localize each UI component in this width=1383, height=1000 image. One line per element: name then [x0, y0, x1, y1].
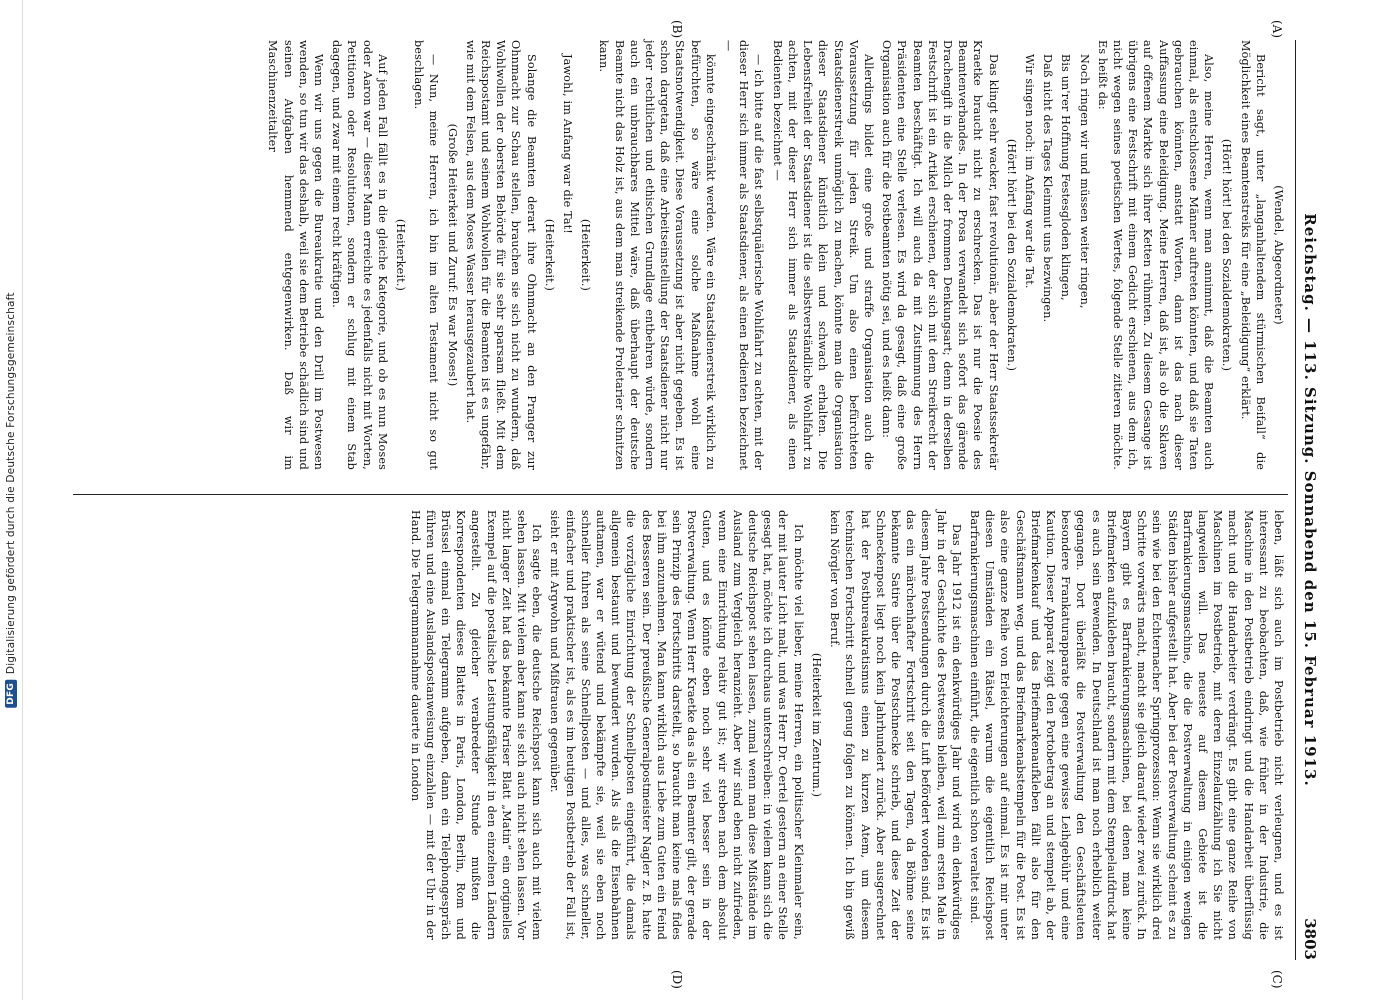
paragraph: Das klingt sehr wacker, fast revolutionär, aber der Herr Staatssekretär Kraetke braucht nicht zu erschrecken. Das ist nur die Poesie des Beamtenverbandes. In der Prosa verwandelt sich sofort das gärende Drachengift in die Milch der frommen Denkungsart; denn in derselben Festschrift ist ein Artikel erschienen, der sich mit dem Streikrecht der Beamten beschäftigt. Ich will auch da mit Zustimmung des Herrn Präsidenten eine Stelle verlesen. Es wird da gesagt, daß eine große Organisation auch für die Postbeamten nötig sei, und es heißt dann: [880, 40, 1000, 470]
margin-marker-b: (B) [670, 20, 684, 39]
margin-marker-c: (C) [1270, 970, 1284, 989]
page-number: 3803 [1301, 918, 1319, 960]
paragraph: Ich sagte eben, die deutsche Reichspost kann sich auch mit vielem sehen lassen. Mit vielem aber kann sie sich auch nicht sehen lassen. Vor nicht langer Zeit hat das bekannte Pariser Blatt „Matin“ ein originelles Exempel auf die postalische Leistungsfähigkeit in den einzelnen Ländern angestellt. Zu gleicher verabredeter Stunde mußten die Korrespondenten dieses Blattes in Paris, London, Berlin, Rom und Brüssel einmal ein Telegramm aufgeben, dann ein Telephongespräch führen und eine Auslandspostanweisung einzahlen — mit der Uhr in der Hand. Die Telegrammannahme dauerte in London [408, 510, 544, 940]
paragraph: (Heiterkeit.) [579, 218, 593, 292]
margin-marker-d: (D) [670, 970, 684, 989]
paragraph: Daß nicht des Tages Kleinmut uns bezwingen. [1041, 54, 1055, 323]
paragraph: Solange die Beamten derart ihre Ohnmacht an den Pranger zur Ohnmacht zur Schau stellen, brauchen sie sich nicht zu wundern, daß Wohlwollen der obersten Behörde für sie sehr sparsam fließt. Mit dem Reichspostamt und seinem Wohlwollen für die Beamten ist es ungefähr, wie mit dem Felsen, aus dem Moses Wasser herausgezaubert hat. [463, 40, 538, 470]
paragraph: Bericht sagt, unter „langanhaltendem stürmischen Beifall“ die Möglichkeit eines Beamtenstreiks für eine „Beleidigung“ erklärt. [1238, 40, 1267, 470]
paragraph: Also, meine Herren, wenn man annimmt, daß die Beamten auch einmal, als entschlossene Männer auftreten könnten, und daß sie Taten gebrauchen könnten, anstatt Worten, dann ist das nach dieser Auffassung eine Beleidigung. Meine Herren, daß ist, als ob die Sklaven auf offenem Markte sich ihrer Ketten rühmten. Zu diesem Gesange ist übrigens eine Festschrift mit einem Gedicht erschienen, aus dem ich, nicht wegen seines poetischen Wertes, folgende Stelle zitieren möchte. Es heißt da: [1095, 40, 1216, 470]
paragraph: (Hört! hört! bei den Sozialdemokraten.) [1004, 138, 1018, 372]
paragraph: — Nun, meine Herren, ich bin im alten Testament nicht so gut beschlagen. [412, 40, 441, 470]
paragraph: Wir singen noch: im Anfang war die Tat. [1022, 54, 1036, 289]
dfg-logo: DFG [5, 680, 17, 708]
paragraph: Wenn wir uns gegen die Bureaukratie und den Drill im Postwesen wenden, so tun wir das deshalb, weil sie dem Betriebe schädlich sind und seinen Aufgaben hemmend entgegenwirken. Daß wir im Maschinenzeitalter [266, 40, 326, 470]
left-column [76, 40, 1286, 470]
paragraph: Bis un'rer Hoffnung Festesgloden klingen, [1059, 54, 1073, 301]
header-title: Reichstag. — 113. Sitzung. Sonnabend den 15. Februar 1913. [1301, 213, 1319, 787]
scanned-page [64, 20, 1324, 989]
digitization-credit [0, 0, 23, 1000]
paragraph: Noch ringen wir und müssen weiter ringen, [1077, 54, 1091, 309]
paragraph: Jawohl, im Anfang war die Tat! [561, 54, 575, 234]
paragraph: (Heiterkeit.) [542, 218, 556, 292]
paragraph: — ich bitte auf die fast selbstquälerische Wohlfahrt zu achten, mit der dieser Herr sich immer als Staatsdiener, als einen Bedienten bezeichnet — [722, 40, 766, 470]
paragraph: (Heiterkeit.) [394, 218, 408, 292]
column-divider [73, 494, 1288, 495]
paragraph: Ich möchte viel lieber, meine Herren, ein politischer Kleinmaler sein, der mit lauter Licht malt, und was Herr Dr. Oertel gestern an einer Stelle gesagt hat, möchte ich durchaus unterschreiben: in vielem kann sich die deutsche Reichspost sehen lassen, zumal wenn man diese Mißstände im Ausland zum Vergleich heranzieht. Aber wir sind eben nicht zufrieden, wenn eine Einrichtung relativ gut ist; wir streben nach dem absolut Guten, und es könnte eben noch sehr viel besser sein in der Postverwaltung. Wenn Herr Kraetke das als ein Beamter gilt, der gerade sein Prinzip des Fortschritts darstellt, so braucht man keine mals fides bei ihm anzunehmen. Man kann wirklich aus Liebe zum Guten ein Feind des Besseren sein. Der preußische Generalpostmeister Nagler z. B. hatte die vorzügliche Einrichtung der Schnellposten eingeführt, die damals allgemein bestaunt und bewundert wurden. Als als die Eisenbahnen auftamen, war er wütend und bekämpfte sie, weil sie eben noch schneller fuhren als seine Schnellposten — und alles, was schneller, einfacher und praktischer ist, als es im heutigen Postbetrieb der Fall ist, sieht er mit Argwohn und Mißtrauen gegenüber. [548, 510, 805, 940]
paragraph: (Hört! hört! bei den Sozialdemokraten.) [1220, 138, 1234, 372]
document-page [64, 20, 1324, 989]
paragraph: (Heiterkeit im Zentrum.) [809, 652, 823, 798]
paragraph: leben, läßt sich auch im Postbetrieb nicht verleugnen, und es ist interessant zu beobachten, daß, wie früher in der Industrie, die Maschine in den Postbetrieb eindringt und die Handarbeit überflüssig macht und die Handarbeiter verdrängt. Es gibt eine ganze Reihe von Maschinen im Postbetrieb, mit deren Einzelaufzählung ich Sie nicht langweilen will. Das neueste auf diesem Gebiete ist die Barfrankierungsmaschine, die die Postverwaltung in einigen wenigen Städten bisher aufgestellt hat. Aber bei der Postverwaltung scheint es zu sein wie bei den Echternacher Springprozession: Wenn sie wirklich drei Schritte vorwärts macht, macht sie gleich darauf wieder zwei zurück. In Bayern gibt es Barfrankierungsmaschinen, bei denen man keine Briefmarken aufzukleben braucht, sondern mit dem Stempelaufdruck hat es auch sein Bewenden. In Deutschland ist man noch erheblich weiter gegangen. Dort überläßt die Postverwaltung den Geschäftsleuten besondere Frankaturapparate gegen eine gewisse Leihgebühr und eine Kaution. Dieser Apparat zeigt den Portobetrag an und stempelt ab, der Briefmarkenkauf und das Briefmarkenaufkleben fällt also für den Geschäftsmann weg, und das Briefmarkenabstempeln für die Post. Es ist also eine ganze Reihe von Erleichterungen auf einmal. Es ist mir unter diesen Umständen ein Rätsel, warum die eigentlich Reichspost Barfrankierungsmaschinen einführt, die eigentlich schon veraltet sind. [967, 510, 1285, 940]
paragraph: (Große Heiterkeit und Zuruf: Es war Moses!) [445, 123, 459, 387]
right-column [76, 510, 1286, 940]
page-header [1295, 40, 1324, 960]
paragraph: (Wendel, Abgeordneter) [1272, 185, 1285, 325]
credit-text: Digitalisierung gefördert durch die Deutsche Forschungsgemeinschaft [5, 292, 17, 675]
paragraph: Auf jeden Fall fällt es in die gleiche Kategorie, und ob es nun Moses oder Aaron war — dieser Mann erreichte es jedenfalls nicht mit Worten, Petitionen oder Resolutionen, sondern er schlug mit einem Stab dagegen, und zwar mit einem recht kräftigen. [330, 40, 389, 470]
paragraph: Allerdings bildet eine große und straffe Organisation auch die Voraussetzung für jeden Streik. Um also einen befürchteten Staatsdienerstreik unmöglich zu machen, könnte man die Organisation dieser Staatsdiener künstlich klein und schwach erhalten. Die Lebensfreiheit der Staatsdiener ist die selbstverständliche Wohlfahrt zu achten, mit der dieser Herr sich immer als Staatsdiener, als einen Bedienten bezeichnet — [770, 40, 875, 470]
paragraph: könnte eingeschränkt werden. Wäre ein Staatsdienerstreik wirklich zu befürchten, so wäre eine solche Maßnahme wohl eine Staatsnotwendigkeit. Diese Voraussetzung ist aber nicht gegeben. Es ist schon dargetan, daß eine Arbeitseinstellung der Staatsdiener nicht nur jeder rechtlichen und ethischen Grundlage entbehren würde, sondern auch ein unbrauchbares Mittel wäre, daß überhaupt der deutsche Beamte nicht das Holz ist, aus dem man streikende Proletarier schnitzen kann. [597, 40, 717, 470]
paragraph: Das Jahr 1912 ist ein denkwürdiges Jahr und wird ein denkwürdiges Jahr in der Geschichte des Postwesens bleiben, weil zum ersten Male in diesem Jahre Postsendungen durch die Luft befördert worden sind. Es ist das ein märchenhafter Fortschritt seit den Tagen, da Böhme seine bekannte Satire über die Postschnecke schrieb, und diese Zeit der Schneckenpost liegt noch kein Jahrhundert zurück. Aber ausgerechnet hat der Postbureaukratismus einen zu kurzen Atem, um diesem technischen Fortschritt schnell genug folgen zu können. Ich bin gewiß kein Nörgler von Beruf. [828, 510, 963, 940]
margin-marker-a: (A) [1270, 20, 1284, 39]
